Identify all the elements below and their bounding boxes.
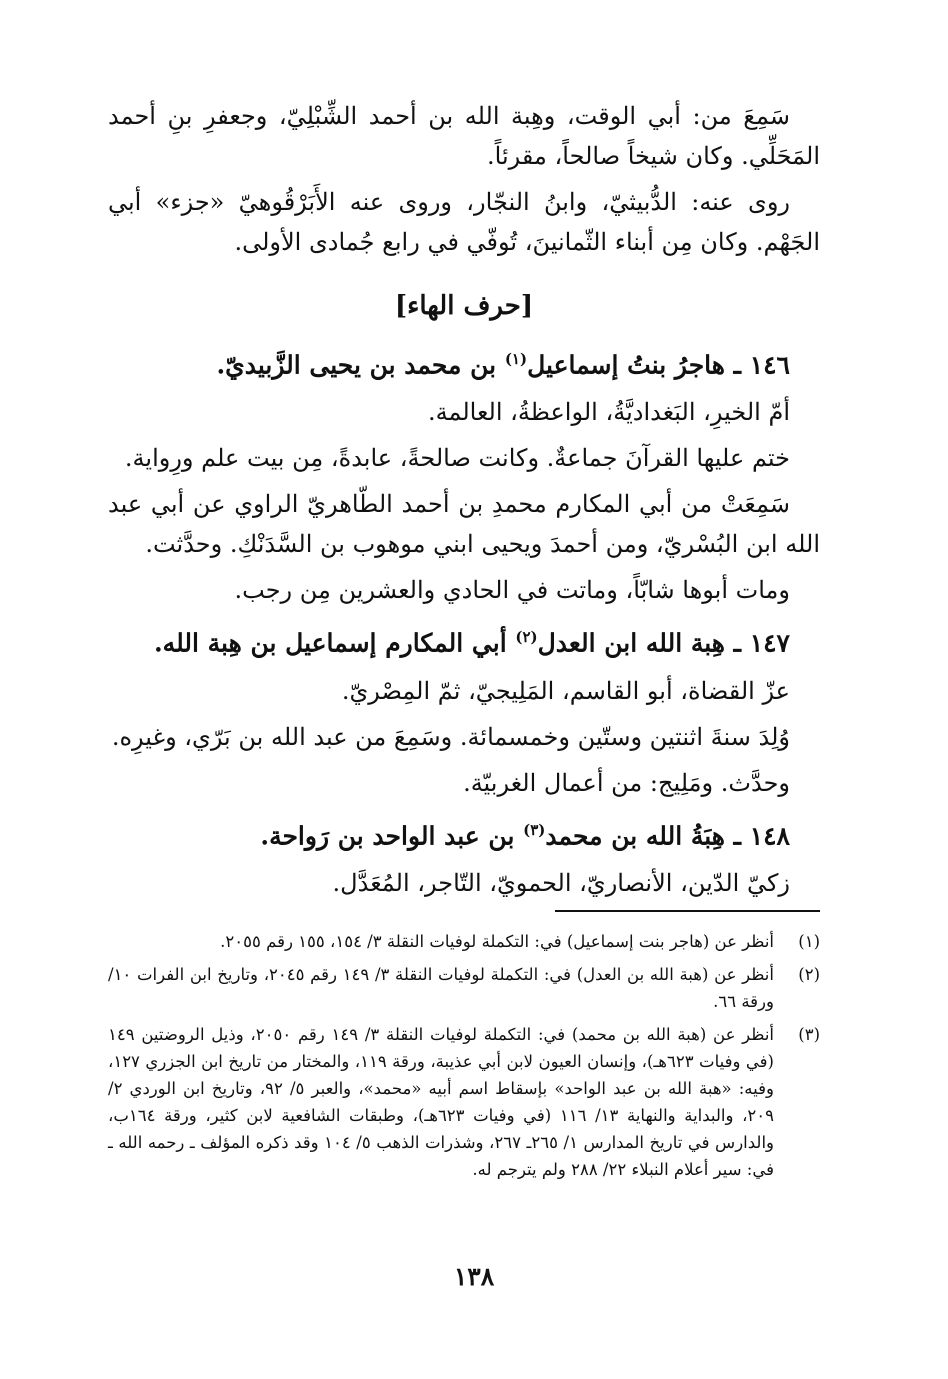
- footnote-item: [108, 1021, 820, 1183]
- entry-title-147: [108, 616, 820, 664]
- paragraph: عزّ القضاة، أبو القاسم، المَلِيجيّ، ثمّ المِصْريّ.: [341, 676, 790, 705]
- paragraph: وحدَّث. ومَلِيج: من أعمال الغربيّة.: [463, 768, 790, 797]
- paragraph: سَمِعَ من: أبي الوقت، وهِبة الله بن أحمد الشِّبْلِيّ، وجعفرِ بنِ أحمد المَحَلِّي. وكان شيخاً صالحاً، مقرئاً.: [108, 102, 820, 170]
- footnote-item: [108, 961, 820, 1015]
- footnote-ref[interactable]: (٣): [523, 820, 546, 839]
- entry-title-text: بن عبد الواحد بن رَواحة.: [260, 820, 524, 850]
- paragraph: ومات أبوها شابّاً، وماتت في الحادي والعشرين مِن رجب.: [234, 576, 790, 605]
- entry-title-text: بن محمد بن يحيى الزَّبيديّ.: [216, 350, 505, 380]
- paragraph: أمّ الخيرِ، البَغداديَّةُ، الواعظةُ، العالمة.: [427, 398, 790, 427]
- footnote-text: أنظر عن (هبة الله بن العدل) في: التكملة لوفيات النقلة ٣/ ١٤٩ رقم ٢٠٤٥، وتاريخ ابن الفرات ١٠/ ورقة ٦٦.: [108, 965, 774, 1011]
- entry-title-text: ١٤٨ ـ هِبَةُ الله بن محمد: [545, 820, 790, 850]
- entry-title-text: ١٤٧ ـ هِبة الله ابن العدل: [537, 628, 790, 658]
- footnote-ref[interactable]: (١): [504, 350, 528, 368]
- paragraph: زكيّ الدّين، الأنصاريّ، الحمويّ، التّاجر، المُعَدَّل.: [332, 868, 790, 897]
- entry-title-146: [108, 338, 820, 386]
- footnote-text: أنظر عن (هاجر بنت إسماعيل) في: التكملة لوفيات النقلة ٣/ ١٥٤، ١٥٥ رقم ٢٠٥٥.: [220, 932, 774, 951]
- footnote-divider: [555, 910, 820, 912]
- entry-title-148: [108, 809, 820, 857]
- paragraph: روى عنه: الدُّبيثيّ، وابنُ النجّار، وروى عنه الأَبَرْقُوهيّ «جزء» أبي الجَهْم. وكان مِن أبناء الثّمانينَ، تُوفّي في رابع جُمادى الأولى.: [108, 188, 820, 256]
- paragraph: سَمِعَتْ من أبي المكارم محمدِ بن أحمد الطّاهريّ الراوي عن أبي عبد الله ابن البُسْريّ، ومن أحمدَ ويحيى ابني موهوب بن السَّدَنْكِ. وحدَّثت.: [108, 490, 820, 559]
- footnote-number: (٣): [798, 1025, 820, 1044]
- footnote-number: (١): [798, 932, 820, 951]
- entry-title-text: ١٤٦ ـ هاجرُ بنتُ إسماعيل: [527, 350, 790, 380]
- paragraph: وُلِدَ سنةَ اثنتين وستّين وخمسمائة. وسَمِعَ من عبد الله بن بَرّي، وغيرِه.: [111, 722, 790, 751]
- page-body: [108, 96, 820, 909]
- paragraph: ختم عليها القرآنَ جماعةٌ. وكانت صالحةً، عابدةً، مِن بيت علم ورِواية.: [124, 444, 790, 473]
- footnote-ref[interactable]: (٢): [515, 628, 538, 647]
- footnotes-section: [108, 910, 820, 1189]
- footnote-text: أنظر عن (هبة الله بن محمد) في: التكملة لوفيات النقلة ٣/ ١٤٩ رقم ٢٠٥٠، وذيل الروضتين ١٤٩ (في وفيات ٦٢٣هـ)، وإنسان العيون لابن أبي عذيبة، ورقة ١١٩، والمختار من تاريخ ابن الجزري ١٢٧، وفيه: «هبة الله بن عبد الواحد» بإسقاط اسم أبيه «محمد»، والعبر ٥/ ٩٢، وتاريخ ابن الوردي ٢/ ٢٠٩، والبداية والنهاية ١٣/ ١١٦ (في وفيات ٦٢٣هـ)، وطبقات الشافعية لابن كثير، ورقة ١٦٤ب، والدارس في تاريخ المدارس ١/ ٢٦٥ـ ٢٦٧، وشذرات الذهب ٥/ ١٠٤ وقد ذكره المؤلف ـ رحمه الله ـ في: سير أعلام النبلاء ٢٢/ ٢٨٨ ولم يترجم له.: [108, 1025, 775, 1179]
- entry-title-text: أبي المكارم إسماعيل بن هِبة الله.: [153, 628, 516, 658]
- section-heading: [حرف الهاء]: [394, 291, 534, 321]
- footnote-number: (٢): [798, 965, 820, 984]
- footnote-item: [108, 928, 820, 955]
- page-number: ١٣٨: [453, 1262, 495, 1291]
